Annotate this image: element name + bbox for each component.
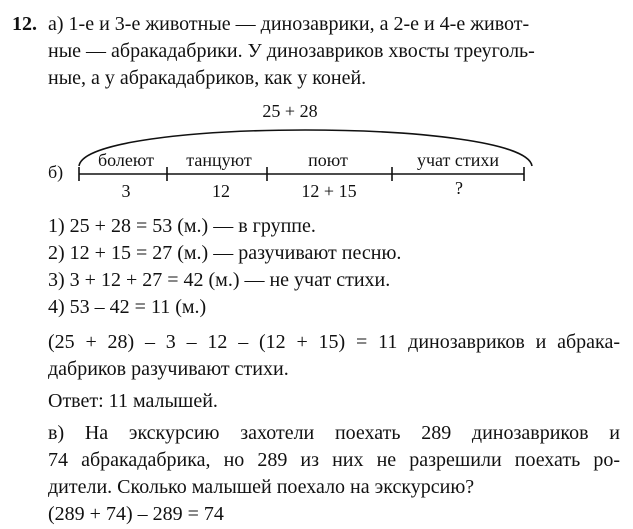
solution-step-3: 3) 3 + 12 + 27 = 42 (м.) — не учат стихи.	[48, 269, 391, 291]
total-brace-arc	[79, 130, 532, 166]
part-c-expression: (289 + 74) – 289 = 74	[48, 503, 224, 525]
part-c-line-1: в) На экскурсию захотели поехать 289 динозавриков и	[48, 422, 620, 444]
segment-1-top-label: болеют	[98, 150, 154, 170]
segment-2-top-label: танцуют	[186, 150, 252, 170]
part-c-line-2: 74 абракадабрика, но 289 из них не разрешили поехать ро-	[48, 449, 620, 471]
solution-step-1: 1) 25 + 28 = 53 (м.) — в группе.	[48, 215, 316, 237]
segment-3-top-label: поют	[308, 150, 348, 170]
part-a-line-3: ные, а у абракадабриков, как у коней.	[48, 67, 367, 89]
segment-2-bottom-label: 12	[212, 181, 230, 201]
answer: Ответ: 11 малышей.	[48, 390, 218, 412]
total-label: 25 + 28	[262, 101, 318, 121]
part-a-line-1: а) 1-е и 3-е животные — динозаврики, а 2-е и 4-е живот-	[48, 13, 530, 35]
segment-3-bottom-label: 12 + 15	[301, 181, 357, 201]
problem-number: 12.	[12, 13, 37, 35]
segment-4-top-label: учат стихи	[416, 150, 500, 170]
part-a-line-2: ные — абракадабрики. У динозавриков хвосты треуголь-	[48, 40, 535, 62]
segment-4-bottom-label: ?	[455, 178, 463, 198]
part-b-label: б)	[48, 162, 64, 182]
expression-line-2: дабриков разучивают стихи.	[48, 358, 289, 380]
solution-step-2: 2) 12 + 15 = 27 (м.) — разучивают песню.	[48, 242, 402, 264]
segment-1-bottom-label: 3	[121, 181, 131, 201]
solution-step-4: 4) 53 – 42 = 11 (м.)	[48, 296, 207, 318]
expression-line-1: (25 + 28) – 3 – 12 – (12 + 15) = 11 динозавриков и абрака-	[48, 331, 620, 353]
part-c-line-3: дители. Сколько малышей поехало на экскурсию?	[48, 476, 475, 498]
